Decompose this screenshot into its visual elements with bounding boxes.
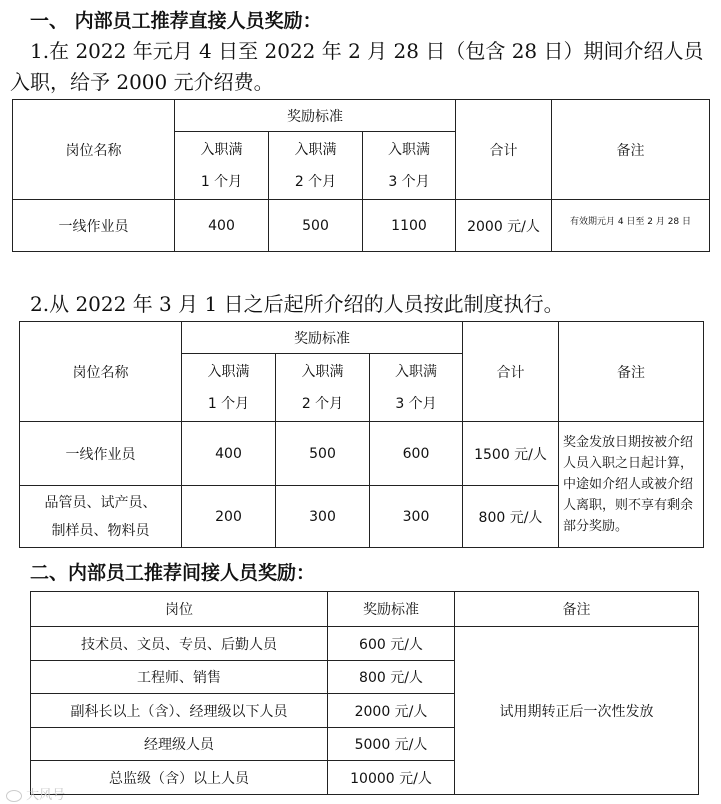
header-standard: 奖励标准 [328,592,455,627]
cell-position: 经理级人员 [31,728,328,761]
header-note: 备注 [552,100,710,200]
cell-standard: 600 元/人 [328,627,455,661]
watermark: 大风号 [6,784,65,803]
table-direct-period2 [19,321,704,548]
header-month1: 入职满 1 个月 [175,132,269,200]
table-row [20,422,704,486]
cell-month1: 400 [182,422,276,486]
header-total: 合计 [456,100,552,200]
header-note: 备注 [559,322,704,422]
cell-standard: 800 元/人 [328,661,455,694]
cell-position: 副科长以上（含）、经理级以下人员 [31,694,328,728]
header-month2: 入职满 2 个月 [269,132,363,200]
cell-total: 800 元/人 [463,486,559,548]
header-month2: 入职满 2 个月 [276,354,370,422]
item2-text: 2.从 2022 年 3 月 1 日之后起所介绍的人员按此制度执行。 [30,292,564,316]
header-position: 岗位名称 [20,322,182,422]
header-note: 备注 [455,592,699,627]
header-position: 岗位名称 [13,100,175,200]
item1-line1: 1.在 2022 年元月 4 日至 2022 年 2 月 28 日（包含 28 日）期间介绍人员 [30,39,704,63]
cell-note: 奖金发放日期按被介绍人员入职之日起计算，中途如介绍人或被介绍人离职，则不享有剩余部分奖励。 [559,422,704,548]
cell-position: 一线作业员 [20,422,182,486]
cell-month2: 500 [276,422,370,486]
header-standard: 奖励标准 [182,322,463,354]
table-row [13,200,710,252]
cell-month2: 500 [269,200,363,252]
cell-standard: 10000 元/人 [328,761,455,795]
cell-month3: 600 [370,422,463,486]
cell-position: 技术员、文员、专员、后勤人员 [31,627,328,661]
cell-standard: 2000 元/人 [328,694,455,728]
item1-line2: 入职，给予 2000 元介绍费。 [10,70,274,94]
cell-note: 有效期元月 4 日至 2 月 28 日 [552,200,710,252]
table-indirect [30,591,699,795]
cell-position: 一线作业员 [13,200,175,252]
watermark-logo-icon [6,790,22,802]
cell-month3: 1100 [363,200,456,252]
header-position: 岗位 [31,592,328,627]
table-direct-period1 [12,99,710,252]
cell-note: 试用期转正后一次性发放 [455,627,699,795]
cell-standard: 5000 元/人 [328,728,455,761]
cell-total: 1500 元/人 [463,422,559,486]
cell-month1: 200 [182,486,276,548]
header-month1: 入职满 1 个月 [182,354,276,422]
header-total: 合计 [463,322,559,422]
table-row [31,627,699,661]
header-month3: 入职满 3 个月 [363,132,456,200]
cell-total: 2000 元/人 [456,200,552,252]
cell-position: 工程师、销售 [31,661,328,694]
cell-month2: 300 [276,486,370,548]
section2-heading: 二、内部员工推荐间接人员奖励： [30,562,316,584]
header-standard: 奖励标准 [175,100,456,132]
cell-month3: 300 [370,486,463,548]
cell-month1: 400 [175,200,269,252]
header-month3: 入职满 3 个月 [370,354,463,422]
section1-heading: 一、 内部员工推荐直接人员奖励： [30,10,322,32]
cell-position: 品管员、试产员、 制样员、物料员 [20,486,182,548]
cell-position: 总监级（含）以上人员 [31,761,328,795]
